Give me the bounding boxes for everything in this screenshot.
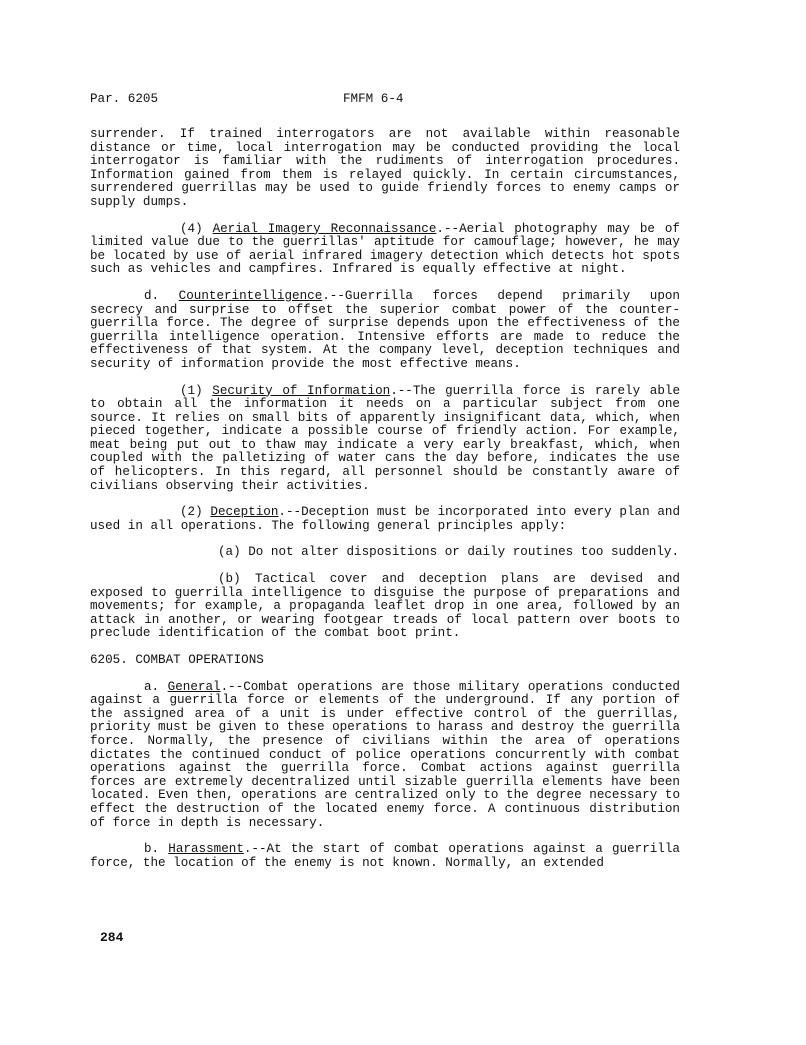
item-title: Counterintelligence xyxy=(178,288,323,303)
manual-identifier: FMFM 6-4 xyxy=(343,92,404,106)
item-text: .--Aerial photography may be of limited value due to the guerrillas' aptitude for camouflage; however, he may be located by use of aerial infrared imagery detection which detects hot spots such as vehicles and campfires. Infrared is equally effective at night. xyxy=(90,221,680,277)
paragraph-principle-a: (a) Do not alter dispositions or daily routines too suddenly. xyxy=(218,545,680,560)
item-title: Aerial Imagery Reconnaissance xyxy=(212,221,437,236)
item-text: .--At the start of combat operations against a guerrilla force, the location of the enemy is not known. Normally, an extended xyxy=(90,842,680,870)
item-text: .--The guerrilla force is rarely able to obtain all the information it needs on a particular subject from one source. It relies on small bits of apparently insignificant data, which, when pieced together, indicate a possible course of friendly action. For example, meat being put out to thaw may indicate a very early breakfast, which, when coupled with the palletizing of water cans the day before, indicates the use of helicopters. In this regard, all personnel should be constantly aware of civilians observing their activities. xyxy=(90,383,680,493)
paragraph-general xyxy=(90,681,680,831)
page-number: 284 xyxy=(100,930,124,945)
paragraph-surrender: surrender. If trained interrogators are not available within reasonable distance or time, local interrogation may be conducted providing the local interrogator is familiar with the rudiments of interrogation procedures. Information gained from them is relayed quickly. In certain circumstances, surrendered guerrillas may be used to guide friendly forces to enemy camps or supply dumps. xyxy=(90,127,680,209)
body-text xyxy=(90,128,680,870)
paragraph-security-of-information xyxy=(90,385,680,494)
paragraph-harassment xyxy=(90,843,680,870)
item-text: .--Guerrilla forces depend primarily upon secrecy and surprise to offset the superior combat power of the counter-guerrilla force. The degree of surprise depends upon the effectiveness of the guerrilla intelligence operation. Intensive efforts are made to reduce the effectiveness of that system. At the company level, deception techniques and security of information provide the most effective means. xyxy=(90,288,680,371)
item-number: (4) xyxy=(180,221,213,236)
item-number: b. xyxy=(144,842,169,857)
item-title: Deception xyxy=(210,505,279,520)
paragraph-deception xyxy=(90,506,680,533)
item-title: General xyxy=(167,679,221,694)
item-number: d. xyxy=(144,288,179,303)
paragraph-aerial-imagery xyxy=(90,223,680,277)
item-number: (2) xyxy=(180,505,211,520)
item-text: .--Deception must be incorporated into every plan and used in all operations. The following general principles apply: xyxy=(90,505,681,533)
paragraph-counterintelligence xyxy=(90,290,680,372)
section-heading: 6205. COMBAT OPERATIONS xyxy=(90,653,264,667)
item-text: .--Combat operations are those military operations conducted against a guerrilla force or elements of the underground. If any portion of the assigned area of a unit is under effective control of the guerrillas, priority must be given to these operations to harass and destroy the guerrilla force. Normally, the presence of civilians within the area of operations dictates the continued conduct of police operations concurrently with combat operations against the guerrilla force. Combat actions against guerrilla forces are extremely decentralized until sizable guerrilla elements have been located. Even then, operations are centralized only to the degree necessary to effect the destruction of the located enemy force. A continuous distribution of force in depth is necessary. xyxy=(90,679,680,830)
paragraph-principle-b: (b) Tactical cover and deception plans are devised and exposed to guerrilla intelligence to disguise the purpose of preparations and movements; for example, a propaganda leaflet drop in one area, followed by an attack in another, or wearing footgear treads of local pattern over boots to preclude identification of the combat boot print. xyxy=(90,572,680,641)
item-title: Security of Information xyxy=(212,383,391,398)
item-number: a. xyxy=(144,679,168,694)
item-title: Harassment xyxy=(168,842,244,857)
paragraph-reference: Par. 6205 xyxy=(90,92,159,106)
item-number: (1) xyxy=(180,383,213,398)
